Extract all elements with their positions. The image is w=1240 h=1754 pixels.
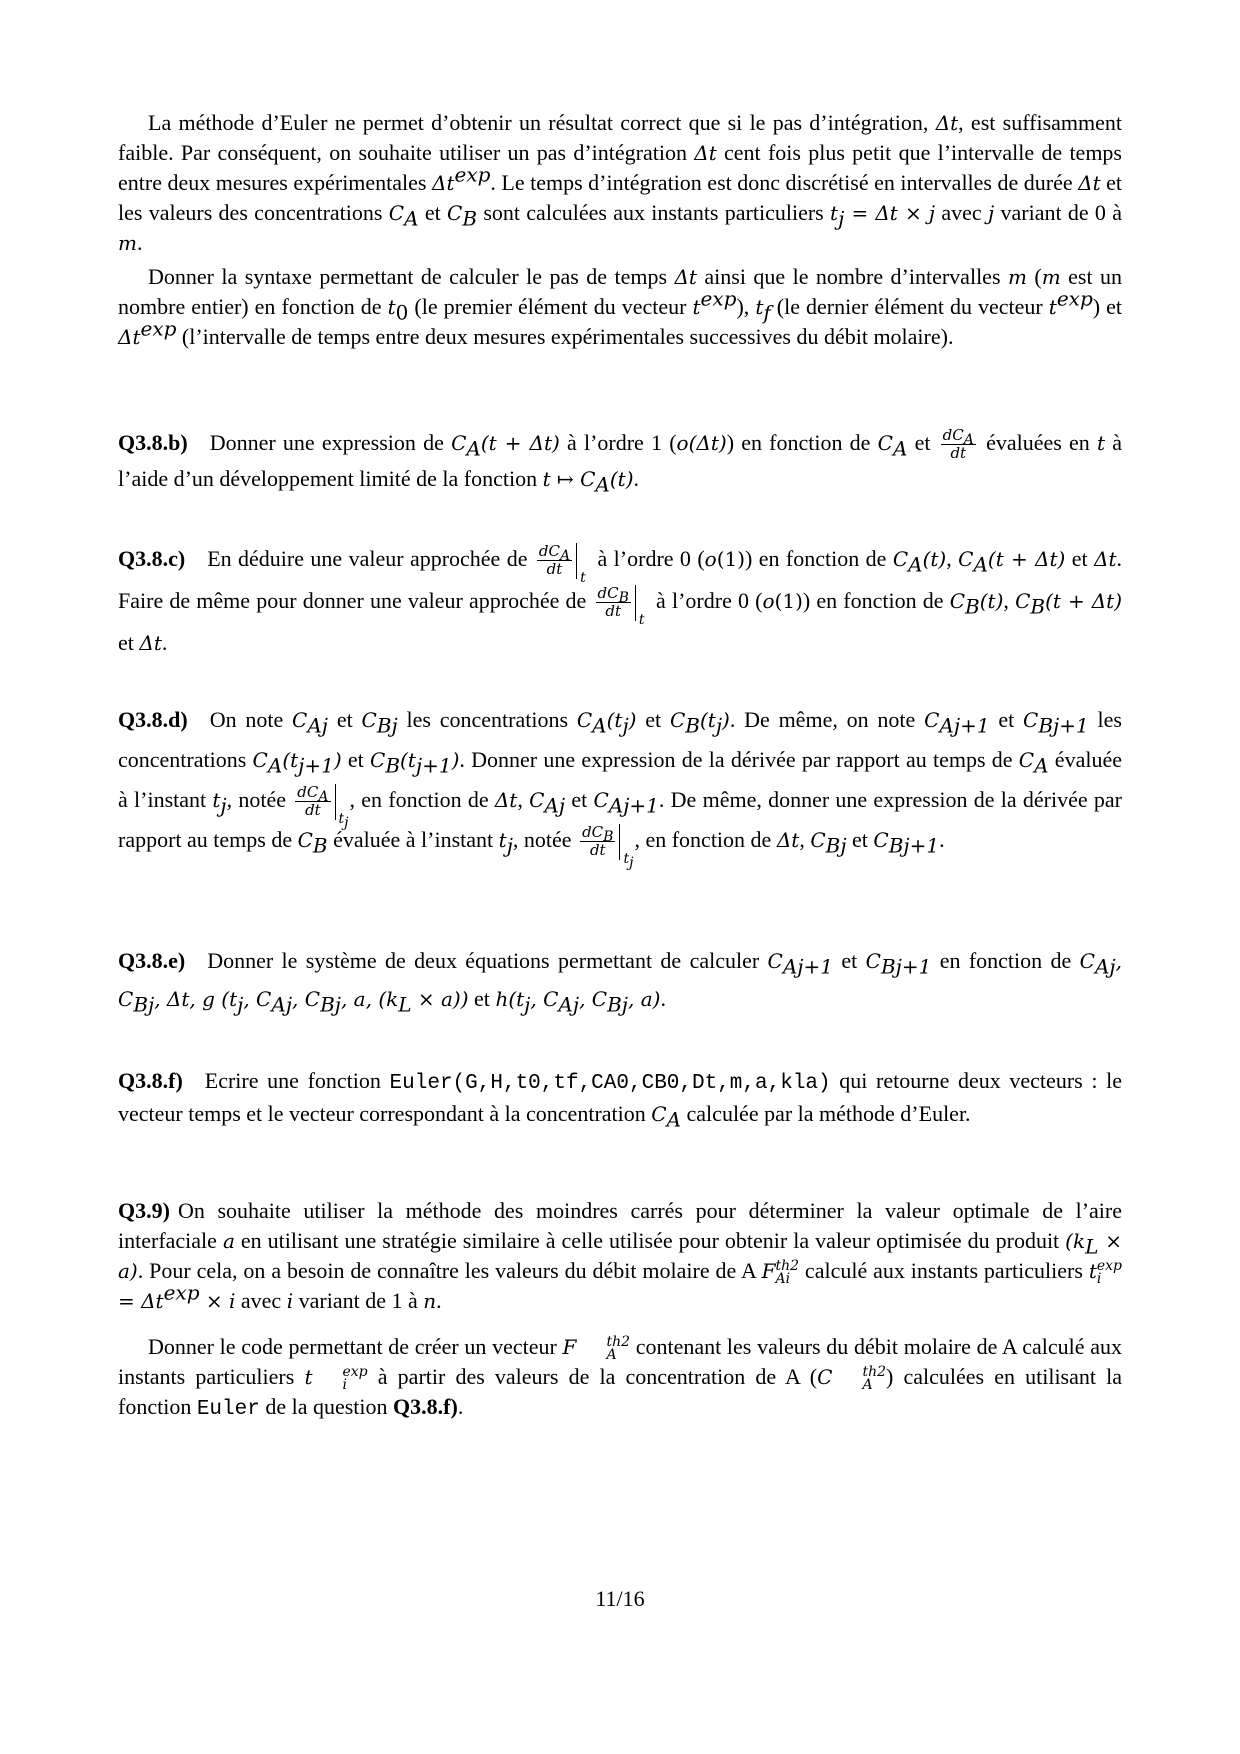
math: dC [582, 823, 604, 842]
math-sub: 0 [395, 300, 409, 325]
question-label: Q3.8.c) [118, 546, 186, 571]
math-sup: th2 [775, 1257, 800, 1274]
math-sub: A [963, 432, 974, 449]
math-sub: A [666, 1107, 682, 1132]
math: C [1023, 708, 1039, 732]
text: variant de 1 à [293, 1288, 424, 1313]
math-sub: B [312, 833, 328, 858]
question-q38d [118, 700, 1122, 871]
math-sub: Aj+1 [939, 713, 990, 738]
math-sub: Bj [133, 992, 155, 1017]
math: × a) [118, 1229, 1122, 1283]
text: . Le temps d’intégration est donc discrétisé en intervalles de durée [490, 170, 1079, 195]
text: et [907, 430, 938, 455]
text: ) et [1092, 294, 1122, 319]
text: et [565, 787, 594, 812]
math: C [958, 547, 974, 571]
math-sub: A [592, 713, 607, 738]
math: a [222, 1229, 235, 1253]
text: est un nombre entier) en fonction de [118, 264, 1122, 319]
math: i [286, 1289, 294, 1313]
math: m [1007, 265, 1027, 289]
math: C [370, 748, 386, 772]
text: . [939, 827, 945, 852]
math-sub: A [862, 1376, 873, 1393]
math: t [387, 295, 396, 319]
math: t [212, 788, 221, 812]
math: , C [530, 987, 559, 1011]
math: t [498, 828, 507, 852]
math-sub: t [338, 810, 345, 827]
math: dC [538, 542, 560, 561]
math-sub: j [715, 713, 723, 738]
text: évaluée à l’instant [327, 827, 499, 852]
math-sub: L [1085, 1234, 1099, 1259]
math: dt [605, 602, 622, 621]
math: (1) [774, 589, 803, 613]
text: et les valeurs des concentrations [118, 170, 1122, 225]
math: o [762, 589, 775, 613]
math: ) [333, 748, 342, 772]
math-sub: t [638, 611, 645, 628]
math-sub: B [1030, 594, 1046, 619]
text: . [633, 466, 640, 492]
text: de la question [259, 1394, 394, 1419]
math: (t) [922, 547, 947, 571]
math: t [304, 1365, 313, 1389]
math: C [873, 828, 889, 852]
math: ) [722, 708, 730, 732]
text: et [989, 707, 1024, 732]
math: Δt [118, 325, 141, 349]
math: ) [628, 708, 637, 732]
text: En déduire une valeur approchée de [207, 546, 534, 571]
math-sub: f [763, 300, 771, 325]
math: C [767, 949, 783, 973]
text: calculé aux instants particuliers [799, 1258, 1089, 1283]
text: et [118, 630, 140, 655]
math-sub: Aj+1 [782, 954, 833, 979]
math-sub: j [622, 713, 629, 738]
evaluation-bar [619, 824, 634, 871]
math: = Δt × j [844, 201, 936, 225]
code-signature: Euler(G,H,t0,tf,CA0,CB0,Dt,m,a,kla) [389, 1072, 831, 1095]
math: Δt [139, 631, 162, 655]
question-reference: Q3.8.f) [393, 1394, 458, 1419]
text: ) en fonction de [802, 588, 950, 613]
math-sub: Aj+1 [608, 793, 659, 818]
derivative-fraction [580, 824, 615, 859]
math: dC [297, 783, 319, 802]
math-sub: Bj+1 [880, 954, 932, 979]
question-q38e [118, 942, 1122, 1018]
math: , [1115, 949, 1122, 973]
text: (le dernier élément du vecteur [770, 294, 1049, 319]
math: t [692, 295, 701, 319]
text: . [436, 1288, 442, 1313]
math: C [593, 788, 609, 812]
math: n [423, 1289, 437, 1313]
intro-paragraph-2 [118, 262, 1122, 352]
question-label: Q3.8.f) [118, 1068, 183, 1093]
math: , a) [628, 987, 661, 1011]
text: et [1065, 546, 1095, 571]
math: C [297, 828, 313, 852]
question-q39 [118, 1196, 1122, 1316]
text: . [161, 630, 168, 655]
math: (t [699, 708, 716, 732]
text: à l’aide d’un développement limité de la fonction [118, 430, 1122, 492]
text: les concentrations [397, 707, 577, 732]
math: m [118, 231, 137, 255]
math: , C [243, 987, 272, 1011]
math-sub: j [220, 793, 227, 818]
math: dt [546, 560, 563, 579]
text: évaluées en [978, 430, 1097, 455]
math: dt [305, 801, 321, 820]
text: qui retourne deux vecteurs : le vecteur temps et le vecteur correspondant à la concentration [118, 1068, 1122, 1126]
text: et [328, 707, 362, 732]
math: C [1018, 748, 1035, 772]
math-sub: j [629, 854, 634, 871]
derivative-fraction [537, 543, 572, 578]
text: , [517, 787, 530, 812]
text: avec [935, 200, 988, 225]
text: sont calculées aux instants particuliers [477, 200, 831, 225]
math-sub: j [524, 992, 531, 1017]
math: F [761, 1259, 776, 1283]
math: (1) [716, 547, 746, 571]
math: (t [606, 708, 623, 732]
text: . Faire de même pour donner une valeur approchée de [118, 546, 1122, 613]
math-sub: B [385, 753, 401, 778]
text: à l’ordre 1 ( [559, 430, 677, 455]
math: (t [282, 748, 299, 772]
text: contenant les valeurs du débit molaire de A calculé aux instants particuliers [118, 1334, 1122, 1389]
text: ) en fonction de [745, 546, 893, 571]
math: o [676, 431, 689, 455]
math-sub: j+1 [415, 753, 452, 778]
math-sub: B [618, 590, 629, 607]
text: , en fonction de [634, 827, 777, 852]
math-sub: j [344, 814, 349, 831]
math: Δt [694, 141, 717, 165]
math-sub: A [1034, 753, 1049, 778]
text: On note [209, 707, 293, 732]
text: , en fonction de [349, 787, 495, 812]
math: C [949, 589, 966, 613]
math-sub: A [404, 206, 419, 231]
text: calculée par la méthode d’Euler. [681, 1101, 971, 1126]
text: et [846, 827, 874, 852]
math: Δt [935, 111, 959, 135]
math-sub: i [1096, 1270, 1102, 1287]
text: Donner le système de deux équations permettant de calculer [207, 948, 768, 973]
math: × i [199, 1289, 236, 1313]
math: C [924, 708, 940, 732]
math: C [388, 201, 405, 225]
math-sup: th2 [606, 1333, 630, 1350]
math-sub: Bj [376, 713, 398, 738]
math-sub: j [506, 833, 513, 858]
math: (Δt) [688, 431, 727, 455]
text: , [1003, 588, 1016, 613]
math: (t + Δt) [1045, 589, 1123, 613]
text: , notée [512, 827, 578, 852]
math: C [529, 788, 545, 812]
question-label: Q3.8.d) [118, 707, 188, 732]
text: avec [235, 1288, 287, 1313]
math: m [1041, 265, 1061, 289]
math-sub: Bj+1 [888, 833, 940, 858]
text: et [833, 948, 866, 973]
math-sub: A [466, 436, 481, 461]
text: Donner le code permettant de créer un vecteur [148, 1334, 563, 1359]
math-sub: A [595, 472, 610, 497]
math-sup: exp [700, 286, 737, 311]
math: dC [597, 584, 619, 603]
math: C [669, 708, 686, 732]
math-sub: Aj [544, 793, 566, 818]
text: . Pour cela, on a besoin de connaître les valeurs du débit molaire de A [137, 1258, 762, 1283]
text: ( [1026, 264, 1042, 289]
math-sub: B [603, 829, 614, 846]
math-sub: A [606, 1346, 617, 1363]
math-sub: Aj [271, 992, 293, 1017]
math: , a, (k [340, 987, 399, 1011]
text: Donner la syntaxe permettant de calculer le pas de temps [148, 264, 675, 289]
math: t [1048, 295, 1057, 319]
text: et [418, 200, 448, 225]
math-sub: B [685, 713, 700, 738]
question-label: Q3.8.b) [118, 430, 188, 455]
math: (t + Δt) [987, 547, 1066, 571]
math: t [1096, 431, 1106, 455]
text: ) en fonction de [726, 430, 878, 455]
question-label: Q3.9) [118, 1198, 170, 1223]
math-sub: Bj+1 [1038, 713, 1089, 738]
math-sub: j [237, 992, 244, 1017]
math: C [118, 987, 134, 1011]
math: dt [950, 444, 967, 463]
intro-paragraph-1 [118, 108, 1122, 258]
math-sub: t [580, 569, 586, 586]
math: t [830, 201, 839, 225]
text: , est suffisamment faible. Par conséquent, on souhaite utiliser un pas d’intégration [118, 110, 1122, 165]
text: . [457, 1394, 464, 1419]
math: (k [1065, 1229, 1086, 1253]
math-sub: Bj [320, 992, 341, 1017]
text: . Donner une expression de la dérivée par rapport au temps de [459, 747, 1019, 772]
text: et [636, 707, 670, 732]
text: La méthode d’Euler ne permet d’obtenir un résultat correct que si le pas d’intégration, [148, 110, 936, 135]
derivative-fraction [941, 427, 976, 462]
math: F [562, 1335, 577, 1359]
math: C [292, 708, 308, 732]
math: C [252, 748, 268, 772]
math: C [817, 1365, 833, 1389]
math-sub: j [838, 206, 845, 231]
question-q38c [118, 538, 1122, 664]
math-sub: A [973, 552, 988, 577]
math: Δt [776, 828, 800, 852]
evaluation-bar [635, 585, 650, 628]
text: ) calculées en utilisant la fonction [118, 1364, 1122, 1419]
math: C [810, 828, 826, 852]
math: Δt [1078, 171, 1101, 195]
derivative-fraction [295, 784, 330, 819]
math-sup: th2 [862, 1363, 887, 1380]
evaluation-bar [576, 543, 591, 586]
text: Donner une expression de [209, 430, 452, 455]
page-number: 11/16 [595, 1586, 645, 1611]
derivative-fraction [596, 585, 631, 620]
math-sub: j+1 [298, 753, 334, 778]
math-sub: L [398, 992, 412, 1017]
math: , C [292, 987, 321, 1011]
math-sub: Ai [775, 1270, 791, 1287]
math: C [451, 431, 467, 455]
text: . [136, 230, 143, 255]
math: Δt [432, 171, 455, 195]
text: On souhaite utiliser la méthode des moindres carrés pour déterminer la valeur optimale de l’aire interfaciale [118, 1198, 1122, 1253]
math: dt [589, 841, 606, 860]
math: Δt [1094, 547, 1117, 571]
math: (t [400, 748, 416, 772]
math-sup: exp [1056, 286, 1093, 311]
math: , C [579, 987, 608, 1011]
question-q38b [118, 426, 1122, 496]
math: h(t [495, 987, 525, 1011]
text: (le premier élément du vecteur [408, 294, 693, 319]
math: j [988, 201, 995, 225]
math-sub: Aj [1094, 954, 1116, 979]
math: Δt [674, 265, 697, 289]
math: C [447, 201, 463, 225]
math: t [1088, 1259, 1097, 1283]
math-sub: Aj [307, 713, 329, 738]
math: t [755, 295, 764, 319]
math: C [892, 547, 909, 571]
math: C [877, 431, 893, 455]
math: , Δt, g (t [154, 987, 238, 1011]
text: à l’ordre 0 ( [591, 546, 705, 571]
math-sub: i [342, 1376, 347, 1393]
question-q39-paragraph-2 [118, 1332, 1122, 1425]
code-function-name: Euler [196, 1398, 260, 1421]
math: C [1079, 949, 1095, 973]
math-sub: A [318, 789, 329, 806]
math-sub: Bj [825, 833, 847, 858]
question-q38f [118, 1066, 1122, 1132]
math-sup: exp [454, 162, 491, 187]
math: C [1015, 589, 1031, 613]
math-sub: B [462, 206, 478, 231]
math: × a)) [411, 987, 469, 1011]
math-sup: exp [163, 1280, 200, 1305]
text: en fonction de [931, 948, 1080, 973]
math: C [361, 708, 377, 732]
math: t ↦ C [542, 467, 596, 492]
math-sub: B [965, 594, 980, 619]
text: (l’intervalle de temps entre deux mesures expérimentales successives du débit molaire). [176, 324, 954, 349]
math: (t) [609, 467, 634, 492]
text: , [946, 546, 959, 571]
math-sub: A [267, 753, 283, 778]
text: . De même, donner une expression de la dérivée par rapport au temps de [118, 787, 1122, 852]
math: o [704, 547, 717, 571]
math: = Δt [118, 1289, 164, 1313]
evaluation-bar [335, 784, 350, 831]
math: (t + Δt) [480, 431, 560, 455]
math-sub: Bj [607, 992, 628, 1017]
math: Δt [494, 788, 518, 812]
math-sub: A [892, 436, 908, 461]
math: dC [942, 426, 964, 445]
math: (t) [979, 589, 1004, 613]
text: . [660, 986, 666, 1011]
math-sub: A [559, 548, 571, 565]
text: Ecrire une fonction [204, 1068, 390, 1093]
text: ainsi que le nombre d’intervalles [696, 264, 1008, 289]
math-sub: t [623, 850, 630, 867]
math-sup: exp [1096, 1257, 1123, 1274]
math: C [651, 1102, 667, 1126]
text: variant de 0 à [994, 200, 1122, 225]
math-sup: exp [342, 1363, 368, 1380]
text: et [468, 986, 496, 1011]
text: et [341, 747, 371, 772]
text: évaluée à l’instant [118, 747, 1122, 812]
text: les concentrations [118, 707, 1122, 772]
text: en utilisant une stratégie similaire à celle utilisée pour obtenir la valeur optimisée du produit [234, 1228, 1066, 1253]
text: à l’ordre 0 ( [649, 588, 763, 613]
math-sub: A [908, 552, 923, 577]
math-sub: Aj [558, 992, 580, 1017]
text: cent fois plus petit que l’intervalle de temps entre deux mesures expérimentales [118, 140, 1122, 195]
math-sup: exp [140, 316, 177, 341]
text: à partir des valeurs de la concentration de A ( [367, 1364, 818, 1389]
math: C [865, 949, 881, 973]
math: ) [451, 748, 460, 772]
text: . De même, on note [729, 707, 925, 732]
text: ), [736, 294, 756, 319]
question-label: Q3.8.e) [118, 948, 186, 973]
math: C [576, 708, 593, 732]
text: , [799, 827, 811, 852]
text: , notée [226, 787, 293, 812]
